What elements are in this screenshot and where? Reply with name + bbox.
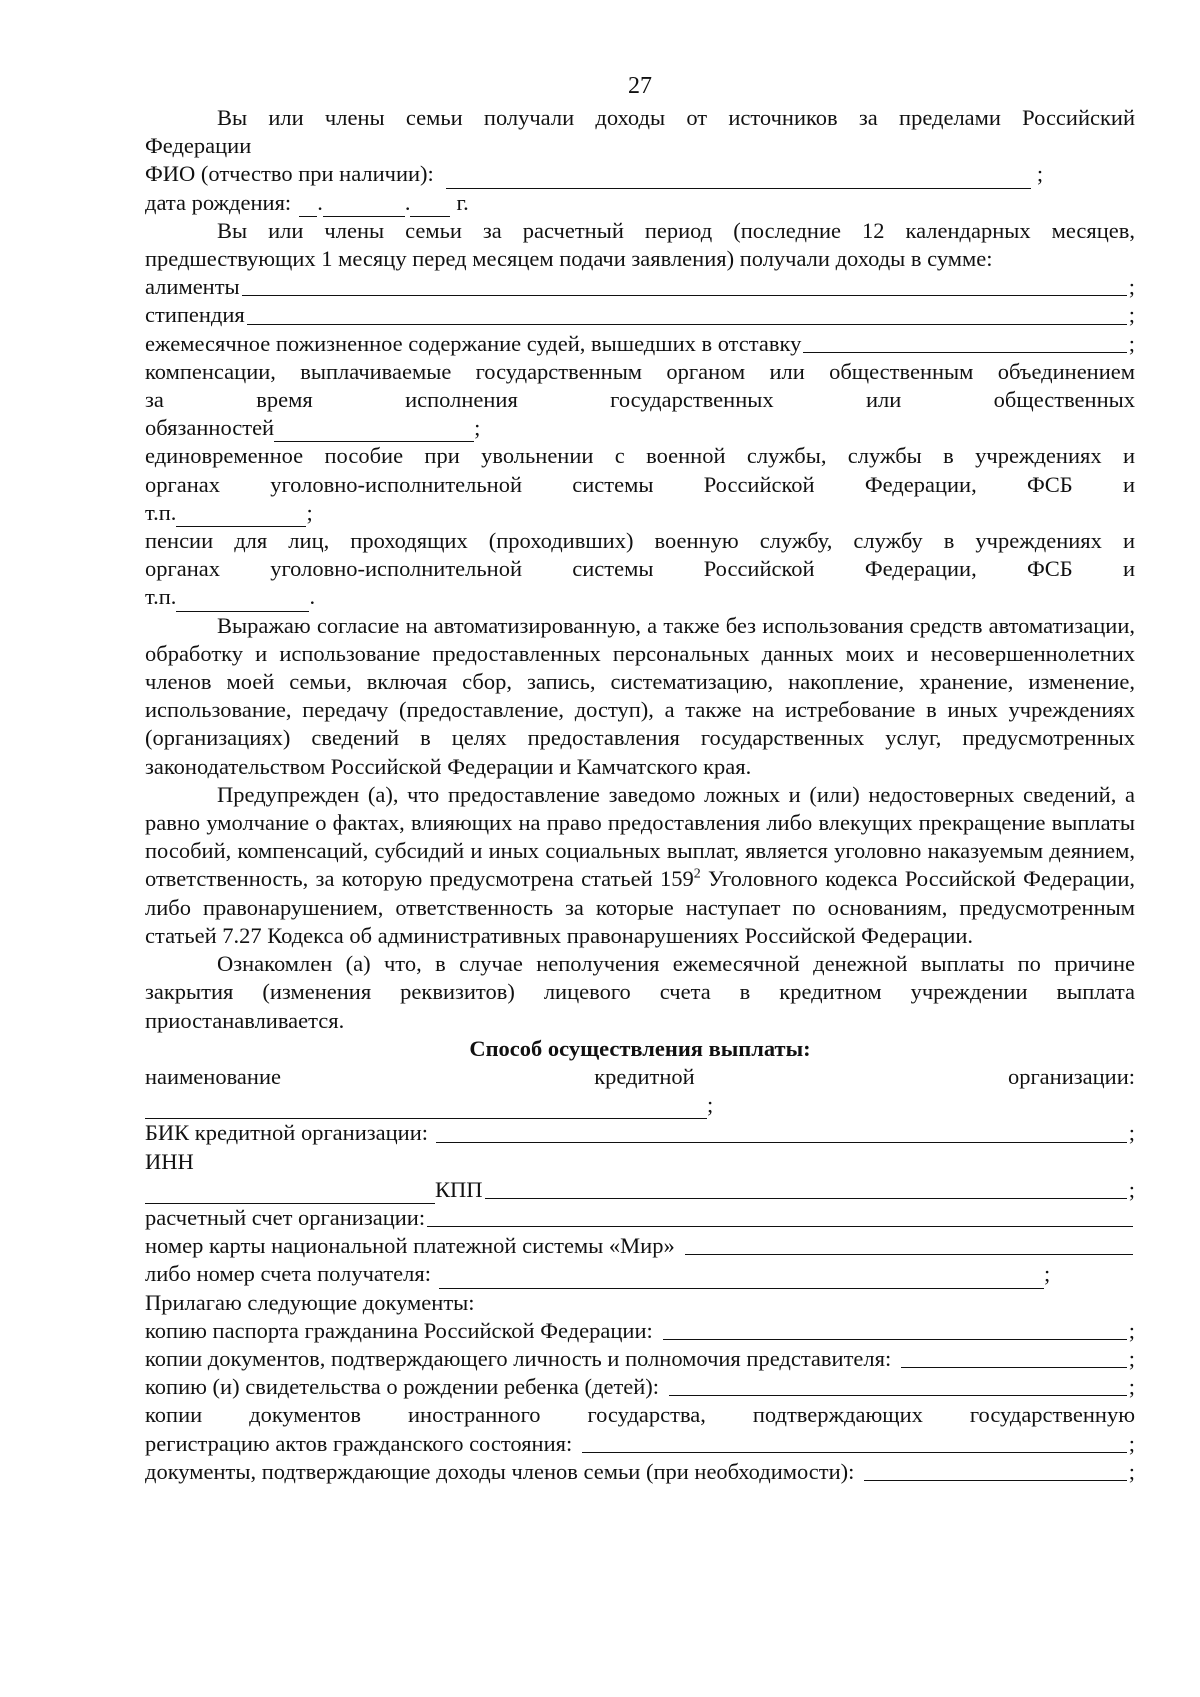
acknowledged-paragraph: Ознакомлен (а) что, в случае неполучения ежемесячной денежной выплаты по причине закрытия (изменения реквизитов) лицевого счета в кредитном учреждении выплата приостанавливается. xyxy=(145,951,1135,1033)
fio-label: ФИО (отчество при наличии): xyxy=(145,161,434,187)
judges-end: ; xyxy=(1128,330,1135,356)
stipend-field[interactable] xyxy=(247,303,1127,325)
passport-row xyxy=(145,1317,1135,1345)
payment-heading: Способ осуществления выплаты: xyxy=(469,1035,811,1061)
lump-sum-line-1: единовременное пособие при увольнении с военной службы, службы в учреждениях и xyxy=(145,443,1135,469)
compensation-line-2: за время исполнения государственных или общественных xyxy=(145,387,1135,413)
passport-field[interactable] xyxy=(663,1318,1127,1340)
inn-field[interactable] xyxy=(145,1183,435,1204)
stipend-end: ; xyxy=(1128,302,1135,328)
representative-end: ; xyxy=(1128,1345,1135,1371)
birth-certificate-field[interactable] xyxy=(669,1374,1127,1396)
foreign-docs-row xyxy=(145,1430,1135,1458)
kpp-end: ; xyxy=(1128,1176,1135,1202)
bik-row xyxy=(145,1119,1135,1147)
representative-field[interactable] xyxy=(901,1346,1127,1368)
foreign-docs-line-2: регистрацию актов гражданского состояния: xyxy=(145,1430,573,1456)
document-page xyxy=(145,72,1135,1486)
birth-dot-2: . xyxy=(404,189,411,215)
compensation-field[interactable] xyxy=(274,421,474,442)
bik-field[interactable] xyxy=(436,1121,1127,1143)
birth-certificate-label: копию (и) свидетельства о рождении ребенка (детей): xyxy=(145,1374,660,1400)
page-number: 27 xyxy=(628,73,652,99)
alimony-field[interactable] xyxy=(242,274,1127,296)
family-income-field[interactable] xyxy=(864,1459,1126,1481)
fio-end: ; xyxy=(1036,161,1044,187)
bank-name-word-3: организации: xyxy=(1007,1063,1135,1089)
compensation-line-1: компенсации, выплачиваемые государственным органом или общественным объединением xyxy=(145,358,1135,384)
family-income-row xyxy=(145,1458,1135,1486)
stipend-label: стипендия xyxy=(145,302,245,328)
foreign-docs-field[interactable] xyxy=(582,1431,1126,1453)
birth-label: дата рождения: xyxy=(145,189,292,215)
pension-line-1: пенсии для лиц, проходящих (проходивших) военную службу, службу в учреждениях и xyxy=(145,528,1135,554)
income-period-question-end: предшествующих 1 месяцу перед месяцем подачи заявления) получали доходы в сумме: xyxy=(145,246,993,272)
bank-name-end: ; xyxy=(707,1092,714,1118)
recipient-account-label: либо номер счета получателя: xyxy=(145,1261,431,1287)
birth-certificate-end: ; xyxy=(1128,1374,1135,1400)
account-row xyxy=(145,1204,1135,1232)
bank-name-label-row xyxy=(145,1063,1135,1091)
warning-paragraph xyxy=(145,781,1135,950)
inn-kpp-row xyxy=(145,1176,1135,1204)
representative-label: копии документов, подтверждающего личность и полномочия представителя: xyxy=(145,1345,892,1371)
foreign-docs-end: ; xyxy=(1128,1430,1135,1456)
bik-end: ; xyxy=(1128,1120,1135,1146)
recipient-account-end: ; xyxy=(1043,1261,1051,1287)
mir-card-row xyxy=(145,1232,1135,1260)
income-period-question: Вы или члены семьи за расчетный период (последние 12 календарных месяцев, xyxy=(217,217,1135,243)
judges-label: ежемесячное пожизненное содержание судей, вышедших в отставку xyxy=(145,330,802,356)
lump-sum-row xyxy=(145,499,1135,527)
birth-date-row xyxy=(145,189,1135,217)
consent-paragraph: Выражаю согласие на автоматизированную, а также без использования средств автоматизации, обработку и использование предоставленных персональных данных моих и несовершеннолетних членов моей семьи, включая сбор, запись, систематизацию, накопление, хранение, изменение, использование, передачу (предоставление, доступ), а также на истребование в иных учреждениях (организациях) сведений в целях предоставления государственных услуг, предусмотренных законодательством Российской Федерации и Камчатского края. xyxy=(145,612,1135,779)
bank-name-word-1: наименование xyxy=(145,1063,281,1089)
bik-label: БИК кредитной организации: xyxy=(145,1120,428,1146)
kpp-label: КПП xyxy=(435,1176,483,1202)
birth-month-field[interactable] xyxy=(323,196,405,217)
foreign-docs-line-1: копии документов иностранного государства, подтверждающих государственную xyxy=(145,1402,1135,1428)
article-superscript: 2 xyxy=(693,866,701,882)
inn-label: ИНН xyxy=(145,1148,194,1174)
attachments-title: Прилагаю следующие документы: xyxy=(145,1289,475,1315)
lump-sum-line-3: т.п. xyxy=(145,499,177,525)
foreign-income-question-end: Федерации xyxy=(145,133,252,159)
bank-name-field[interactable] xyxy=(145,1098,707,1119)
pension-row xyxy=(145,583,1135,611)
mir-card-label: номер карты национальной платежной системы «Мир» xyxy=(145,1233,675,1259)
birth-day-field[interactable] xyxy=(299,196,317,217)
recipient-account-row xyxy=(145,1260,1135,1288)
warning-text-2: Уголовного кодекса Российской Федерации, либо правонарушением, ответственность за которые наступает по основаниям, предусмотренным статьей 7.27 Кодекса об административных правонарушениях Российской Федерации. xyxy=(145,866,1135,948)
alimony-label: алименты xyxy=(145,274,240,300)
lump-sum-end: ; xyxy=(306,499,313,525)
account-field[interactable] xyxy=(427,1205,1133,1227)
bank-name-row xyxy=(145,1091,1135,1119)
judges-field[interactable] xyxy=(803,331,1126,353)
pension-field[interactable] xyxy=(176,591,309,612)
family-income-end: ; xyxy=(1128,1458,1135,1484)
birth-year-suffix: г. xyxy=(456,189,469,215)
lump-sum-line-2: органах уголовно-исполнительной системы Российской Федерации, ФСБ и xyxy=(145,471,1135,497)
stipend-row xyxy=(145,301,1135,329)
kpp-field[interactable] xyxy=(485,1177,1127,1199)
lump-sum-field[interactable] xyxy=(176,506,306,527)
passport-label: копию паспорта гражданина Российской Федерации: xyxy=(145,1317,653,1343)
birth-certificate-row xyxy=(145,1373,1135,1401)
compensation-end: ; xyxy=(474,415,481,441)
compensation-row xyxy=(145,414,1135,442)
judges-row xyxy=(145,330,1135,358)
birth-dot-1: . xyxy=(317,189,323,215)
pension-line-3: т.п. xyxy=(145,584,177,610)
pension-end: . xyxy=(309,584,316,610)
family-income-label: документы, подтверждающие доходы членов семьи (при необходимости): xyxy=(145,1458,855,1484)
birth-year-field[interactable] xyxy=(410,196,450,217)
bank-name-word-2: кредитной xyxy=(594,1063,695,1089)
alimony-end: ; xyxy=(1128,274,1135,300)
passport-end: ; xyxy=(1128,1317,1135,1343)
representative-row xyxy=(145,1345,1135,1373)
compensation-line-3: обязанностей xyxy=(145,415,275,441)
foreign-income-question: Вы или члены семьи получали доходы от источников за пределами Российский xyxy=(217,105,1135,130)
recipient-account-field[interactable] xyxy=(439,1268,1044,1289)
account-label: расчетный счет организации: xyxy=(145,1204,426,1230)
pension-line-2: органах уголовно-исполнительной системы Российской Федерации, ФСБ и xyxy=(145,556,1135,582)
warning-text-1: Предупрежден (а), что предоставление заведомо ложных и (или) недостоверных сведений, а равно умолчание о фактах, влияющих на право предоставления либо влекущих прекращение выплаты пособий, компенсаций, субсидий и иных социальных выплат, является уголовно наказуемым деянием, ответственность, за которую предусмотрена статьей 159 xyxy=(145,781,1135,892)
alimony-row xyxy=(145,273,1135,301)
mir-card-field[interactable] xyxy=(685,1233,1133,1255)
fio-row xyxy=(145,160,1135,188)
fio-field[interactable] xyxy=(446,168,1031,189)
